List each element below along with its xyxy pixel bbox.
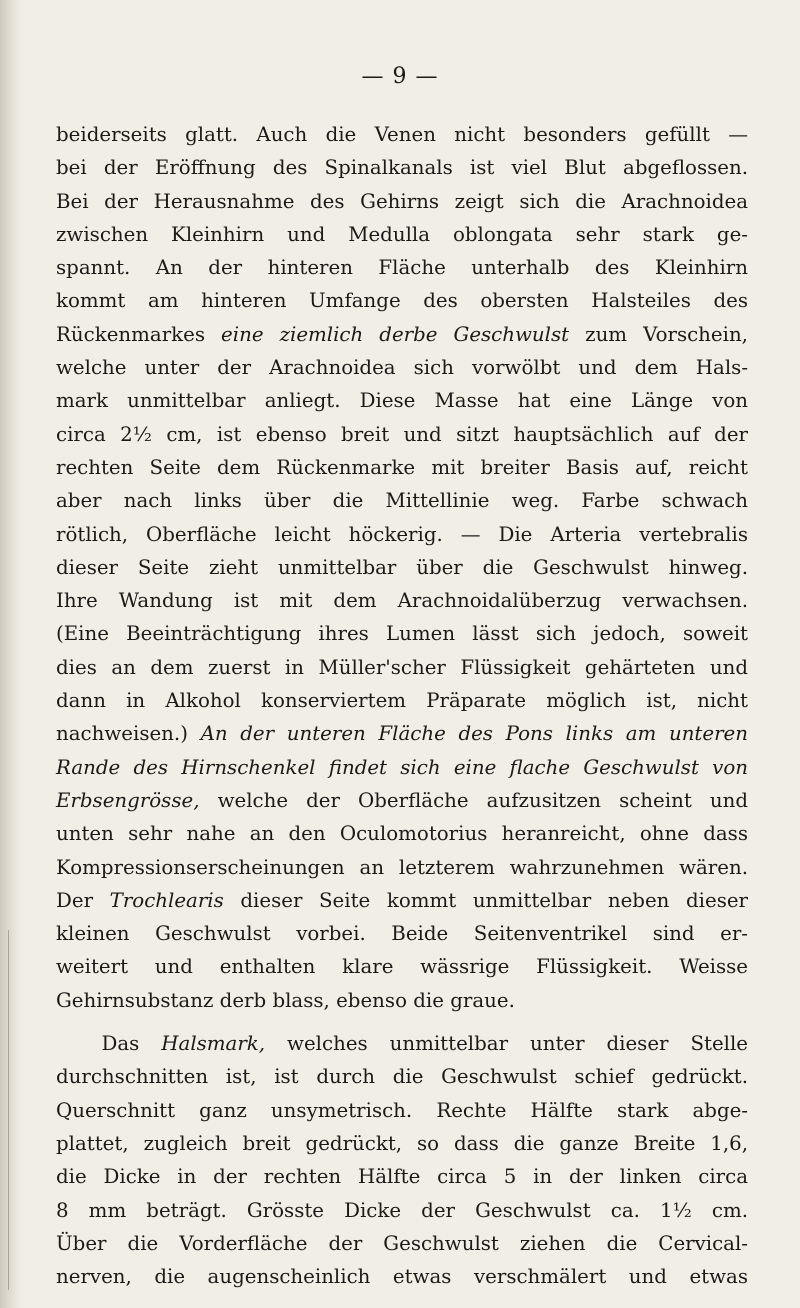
text-segment: Rückenmarkes [56,322,222,346]
italic-segment: Erbsengrösse, [56,788,200,812]
text-segment: 8 mm beträgt. Grösste Dicke der Geschwulst ca. 1½ cm. [56,1198,748,1222]
text-segment: welches unmittelbar unter dieser Stelle [265,1032,749,1056]
text-line [56,418,748,451]
text-line [56,351,748,384]
text-line [56,118,748,151]
text-segment: rechten Seite dem Rückenmarke mit breiter Basis auf, reicht [56,455,748,479]
text-segment: plattet, zugleich breit gedrückt, so dass die ganze Breite 1,6, [56,1131,748,1155]
text-segment: Gehirnsubstanz derb blass, ebenso die graue. [56,988,515,1012]
text-line [56,717,748,750]
text-line [56,917,748,950]
italic-segment: An der unteren Fläche des Pons links am unteren [200,722,748,746]
text-segment: dieser Seite zieht unmittelbar über die Geschwulst hinweg. [56,555,748,579]
text-segment: die Dicke in der rechten Hälfte circa 5 in der linken circa [56,1165,748,1189]
text-segment: spannt. An der hinteren Fläche unterhalb des Kleinhirn [56,256,748,280]
text-segment: dies an dem zuerst in Müller'scher Flüssigkeit gehärteten und [56,655,748,679]
text-segment: nerven, die augenscheinlich etwas verschmälert und etwas [56,1265,748,1289]
text-segment: unten sehr nahe an den Oculomotorius heranreicht, ohne dass [56,822,748,846]
text-segment: welche der Oberfläche aufzusitzen scheint und [199,788,748,812]
text-segment: welche unter der Arachnoidea sich vorwölbt und dem Hals- [56,356,748,380]
text-line [56,1060,748,1093]
text-line [56,1027,748,1060]
text-line [56,151,748,184]
text-segment: Der [56,888,110,912]
text-segment: bei der Eröffnung des Spinalkanals ist viel Blut abgeflossen. [56,156,748,180]
text-line [56,1260,748,1293]
text-segment: zwischen Kleinhirn und Medulla oblongata sehr stark ge- [56,222,748,246]
body-text [56,118,748,1293]
text-line [56,1094,748,1127]
text-segment: dann in Alkohol konserviertem Präparate möglich ist, nicht [56,689,748,713]
page-edge-line [8,930,9,1290]
text-line [56,1227,748,1260]
italic-segment: Rande des Hirnschenkel findet sich eine flache Geschwulst von [56,755,748,779]
text-line [56,251,748,284]
page-edge-shadow [0,0,22,1308]
text-segment: dieser Seite kommt unmittelbar neben dieser [223,888,749,912]
text-segment: circa 2½ cm, ist ebenso breit und sitzt hauptsächlich auf der [56,422,748,446]
text-line [56,1194,748,1227]
italic-segment: Halsmark, [161,1032,266,1056]
text-line [56,551,748,584]
text-segment: Über die Vorderfläche der Geschwulst ziehen die Cervical- [56,1231,748,1255]
text-line [56,651,748,684]
text-line [56,817,748,850]
text-segment: kleinen Geschwulst vorbei. Beide Seitenventrikel sind er- [56,922,748,946]
text-segment: beiderseits glatt. Auch die Venen nicht besonders gefüllt — [56,123,748,146]
text-line [56,784,748,817]
text-segment: mark unmittelbar anliegt. Diese Masse hat eine Länge von [56,389,748,413]
page-number: — 9 — [361,64,439,89]
text-line [56,984,748,1017]
text-line [56,617,748,650]
text-segment: Ihre Wandung ist mit dem Arachnoidalüberzug verwachsen. [56,589,748,613]
text-segment: zum Vorschein, [569,322,748,346]
text-segment: nachweisen.) [56,722,201,746]
text-line [56,1160,748,1193]
italic-segment: eine ziemlich derbe Geschwulst [221,322,570,346]
text-line [56,884,748,917]
text-segment: Das [101,1032,162,1056]
text-line [56,318,748,351]
text-line [56,518,748,551]
paragraph-gap [56,1017,748,1027]
text-line [56,851,748,884]
text-line [56,751,748,784]
text-line [56,284,748,317]
text-segment: (Eine Beeinträchtigung ihres Lumen lässt sich jedoch, soweit [56,622,748,646]
text-line [56,185,748,218]
text-line [56,950,748,983]
text-line [56,218,748,251]
text-line [56,451,748,484]
text-segment: aber nach links über die Mittellinie weg. Farbe schwach [56,489,748,513]
text-segment: kommt am hinteren Umfange des obersten Halsteiles des [56,289,748,313]
text-segment: rötlich, Oberfläche leicht höckerig. — Die Arteria vertebralis [56,522,748,546]
text-segment: Bei der Herausnahme des Gehirns zeigt sich die Arachnoidea [56,189,748,213]
italic-segment: Trochlearis [109,888,224,912]
text-line [56,484,748,517]
text-segment: Querschnitt ganz unsymetrisch. Rechte Hälfte stark abge- [56,1098,748,1122]
text-line [56,384,748,417]
text-line [56,1127,748,1160]
text-segment: weitert und enthalten klare wässrige Flüssigkeit. Weisse [56,955,748,979]
text-segment: Kompressionserscheinungen an letzterem wahrzunehmen wären. [56,855,748,879]
text-line [56,684,748,717]
text-line [56,584,748,617]
text-segment: durchschnitten ist, ist durch die Geschwulst schief gedrückt. [56,1065,748,1089]
